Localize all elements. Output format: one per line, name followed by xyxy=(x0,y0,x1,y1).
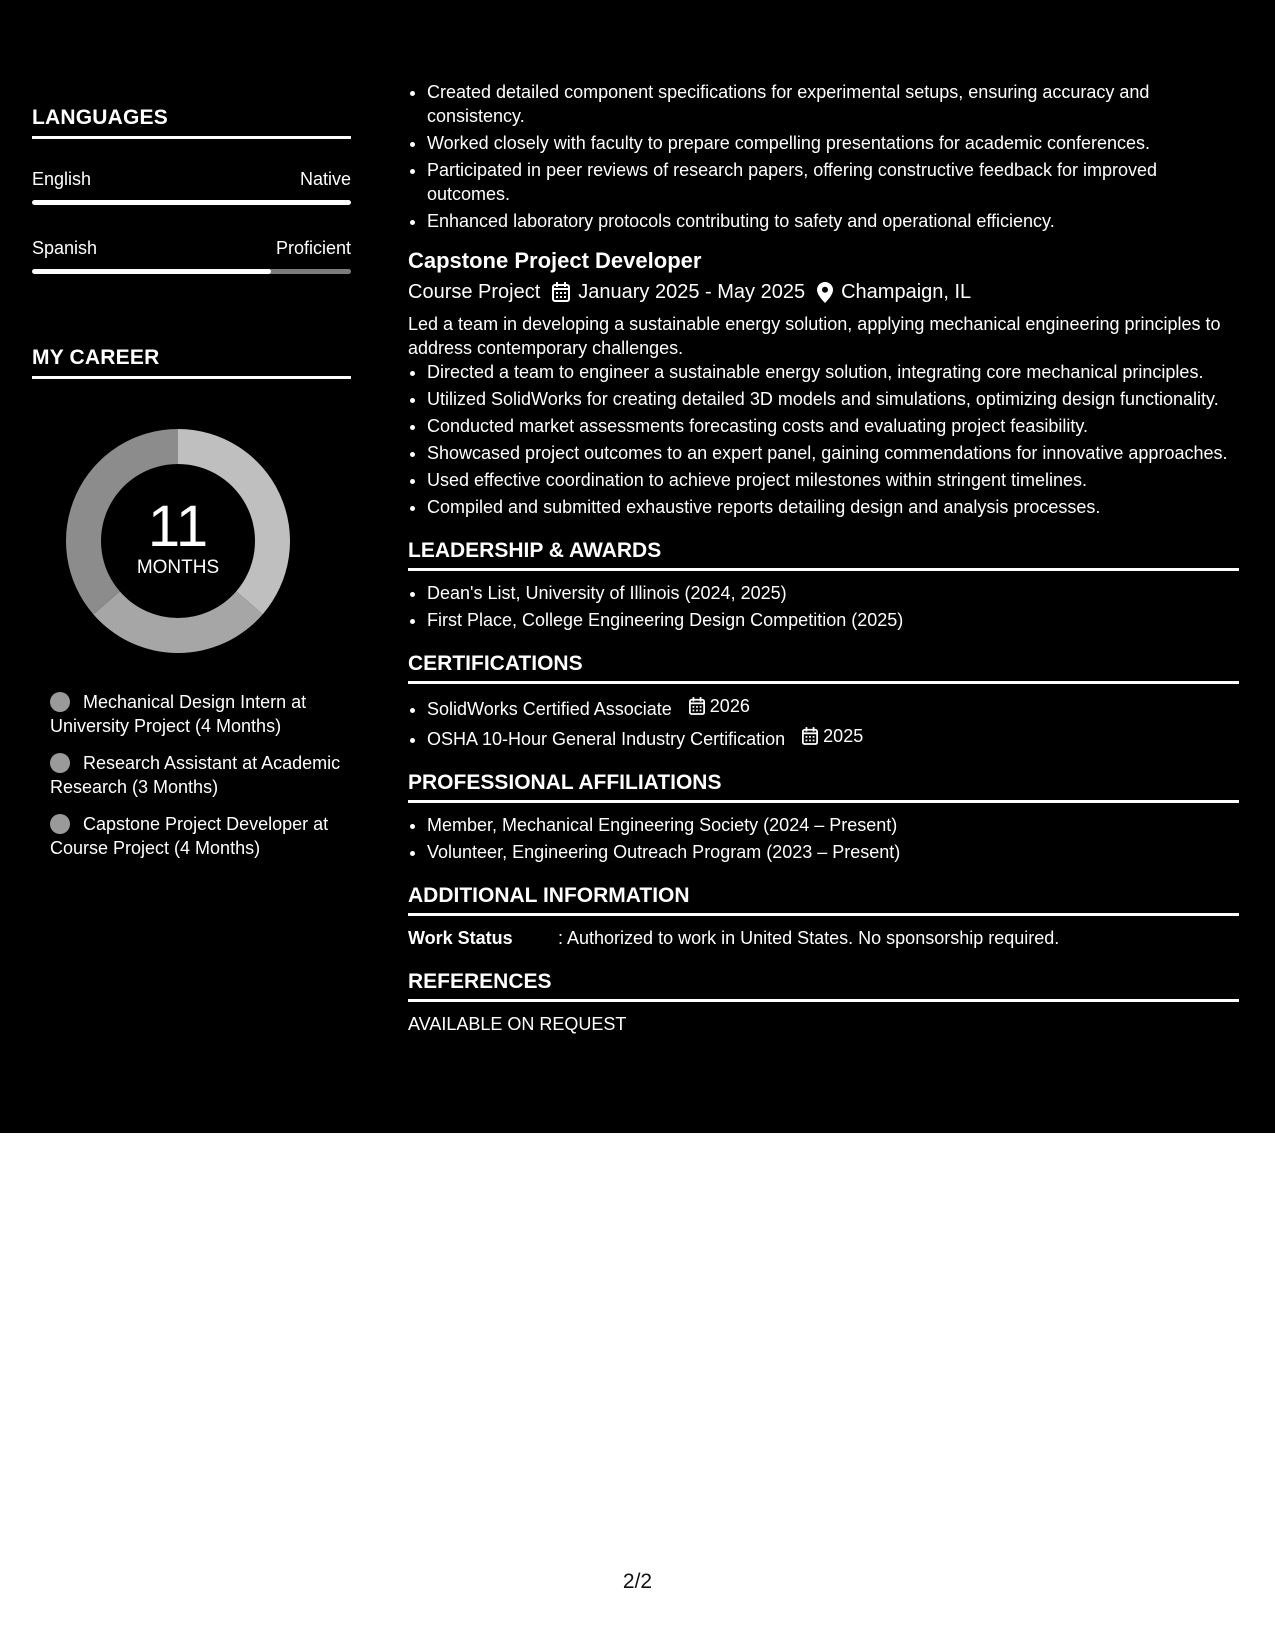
language-spanish xyxy=(32,214,351,274)
list-item: • Created detailed component specifications for experimental setups, ensuring accuracy and consistency. xyxy=(427,80,1239,128)
work-status-label: Work Status xyxy=(408,928,513,948)
job-title: Capstone Project Developer xyxy=(408,248,702,273)
calendar-icon xyxy=(689,697,705,715)
career-legend xyxy=(50,690,350,873)
job-bullets xyxy=(408,360,1239,519)
legend-dot-icon xyxy=(50,814,70,834)
job-company: Course Project xyxy=(408,281,541,303)
certification-year: 2025 xyxy=(823,726,864,746)
language-proficiency-bar xyxy=(32,200,351,205)
additional-info-heading: ADDITIONAL INFORMATION xyxy=(408,882,1239,916)
job-dates: January 2025 - May 2025 xyxy=(578,281,806,303)
work-status-row xyxy=(408,926,1239,950)
certification-name: OSHA 10-Hour General Industry Certification xyxy=(427,729,786,749)
main-content xyxy=(408,80,1239,1036)
career-total: 11 xyxy=(147,494,209,559)
legend-dot-icon xyxy=(50,692,70,712)
language-proficiency-bar xyxy=(32,269,351,274)
certifications-list xyxy=(408,694,1239,751)
list-item: • Showcased project outcomes to an expert panel, gaining commendations for innovative approaches. xyxy=(427,441,1239,465)
language-english xyxy=(32,145,351,205)
job-meta xyxy=(408,278,1239,306)
list-item: • Enhanced laboratory protocols contributing to safety and operational efficiency. xyxy=(427,209,1239,233)
list-item: • Conducted market assessments forecasting costs and evaluating project feasibility. xyxy=(427,414,1239,438)
previous-job-bullets xyxy=(408,80,1239,233)
career-donut-chart xyxy=(66,429,290,653)
certification-year: 2026 xyxy=(709,696,750,716)
career-unit: MONTHS xyxy=(136,557,220,578)
calendar-icon xyxy=(802,727,818,745)
map-pin-icon xyxy=(817,282,833,303)
legend-dot-icon xyxy=(50,753,70,773)
leadership-list xyxy=(408,581,1239,632)
language-name: Spanish xyxy=(32,238,98,258)
list-item: • Dean's List, University of Illinois (2024, 2025) xyxy=(427,581,1239,605)
list-item: • First Place, College Engineering Design Competition (2025) xyxy=(427,608,1239,632)
affiliations-heading: PROFESSIONAL AFFILIATIONS xyxy=(408,769,1239,803)
page-number: 2/2 xyxy=(622,1570,653,1593)
affiliations-list xyxy=(408,813,1239,864)
language-level: Native xyxy=(299,169,351,189)
language-level: Proficient xyxy=(275,238,351,258)
career-legend-item: Mechanical Design Intern at University Project (4 Months) xyxy=(50,692,307,736)
certifications-heading: CERTIFICATIONS xyxy=(408,650,1239,684)
list-item: • Directed a team to engineer a sustainable energy solution, integrating core mechanical principles. xyxy=(427,360,1239,384)
list-item: • Worked closely with faculty to prepare compelling presentations for academic conferences. xyxy=(427,131,1239,155)
language-proficiency-fill xyxy=(32,200,351,205)
list-item: • Volunteer, Engineering Outreach Program (2023 – Present) xyxy=(427,840,1239,864)
calendar-icon xyxy=(552,282,570,302)
career-legend-item: Research Assistant at Academic Research (3 Months) xyxy=(50,753,341,797)
certification-name: SolidWorks Certified Associate xyxy=(427,699,672,719)
list-item: • Utilized SolidWorks for creating detailed 3D models and simulations, optimizing design functionality. xyxy=(427,387,1239,411)
job-location: Champaign, IL xyxy=(841,281,972,303)
list-item: • Member, Mechanical Engineering Society (2024 – Present) xyxy=(427,813,1239,837)
list-item: • Used effective coordination to achieve project milestones within stringent timelines. xyxy=(427,468,1239,492)
language-name: English xyxy=(32,169,92,189)
job-description: Led a team in developing a sustainable energy solution, applying mechanical engineering principles to address contemporary challenges. xyxy=(408,314,1221,358)
career-heading: MY CAREER xyxy=(32,346,351,379)
list-item xyxy=(427,724,1239,751)
language-proficiency-fill xyxy=(32,269,271,274)
references-text: AVAILABLE ON REQUEST xyxy=(408,1014,627,1034)
list-item: • Compiled and submitted exhaustive reports detailing design and analysis processes. xyxy=(427,495,1239,519)
work-status-value: : Authorized to work in United States. No sponsorship required. xyxy=(558,928,1060,948)
career-legend-item: Capstone Project Developer at Course Project (4 Months) xyxy=(50,814,329,858)
languages-heading: LANGUAGES xyxy=(32,106,351,139)
leadership-heading: LEADERSHIP & AWARDS xyxy=(408,537,1239,571)
list-item: • Participated in peer reviews of research papers, offering constructive feedback for improved outcomes. xyxy=(427,158,1239,206)
references-heading: REFERENCES xyxy=(408,968,1239,1002)
list-item xyxy=(427,694,1239,721)
